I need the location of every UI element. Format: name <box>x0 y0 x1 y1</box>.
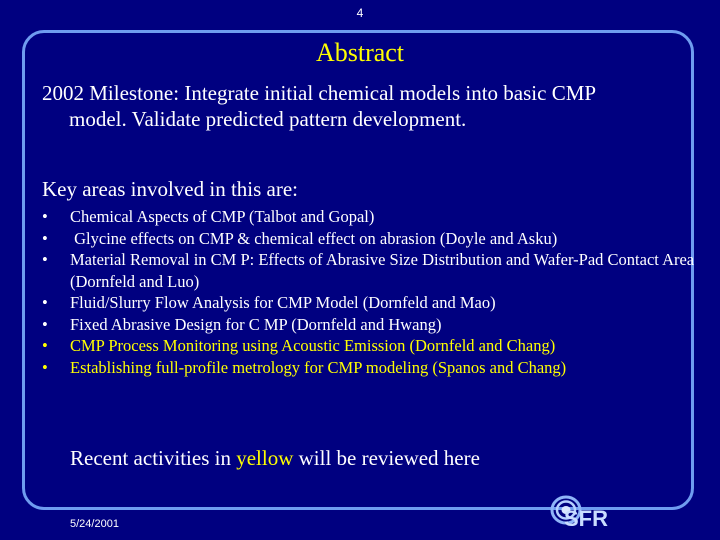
list-item <box>42 228 702 250</box>
bullet-icon: • <box>42 228 48 248</box>
list-item <box>42 314 702 336</box>
recent-text-after: will be reviewed here <box>293 446 480 470</box>
slide-date: 5/24/2001 <box>70 518 119 530</box>
bullet-icon: • <box>42 250 48 269</box>
bullet-icon: • <box>42 314 48 334</box>
key-areas-heading: Key areas involved in this are: <box>42 177 298 201</box>
list-item-highlighted <box>42 335 702 357</box>
recent-activities-note <box>70 446 480 471</box>
list-item <box>42 206 702 228</box>
milestone-text <box>42 80 692 132</box>
list-item-text: Material Removal in CM P: Effects of Abrasive Size Distribution and Wafer-Pad Contact Area (Dornfeld and Luo) <box>70 250 695 291</box>
bullet-icon: • <box>42 293 48 312</box>
key-areas-list <box>42 206 702 378</box>
page-number: 4 <box>356 6 364 20</box>
list-item-text: Chemical Aspects of CMP (Talbot and Gopal) <box>70 207 375 226</box>
bullet-icon: • <box>42 207 48 226</box>
list-item-text: Fixed Abrasive Design for C MP (Dornfeld and Hwang) <box>70 314 442 334</box>
recent-highlight-word: yellow <box>236 446 294 470</box>
list-item <box>42 292 702 314</box>
list-item-text: Establishing full-profile metrology for CMP modeling (Spanos and Chang) <box>70 357 567 377</box>
milestone-line-1: 2002 Milestone: Integrate initial chemical models into basic CMP <box>42 81 597 105</box>
recent-text-before: Recent activities in <box>70 446 237 470</box>
milestone-line-2: model. Validate predicted pattern development. <box>69 107 467 131</box>
slide-title: Abstract <box>315 38 405 67</box>
sfr-logo <box>544 490 634 530</box>
list-item-text: Fluid/Slurry Flow Analysis for CMP Model (Dornfeld and Mao) <box>70 293 496 312</box>
list-item-text: CMP Process Monitoring using Acoustic Emission (Dornfeld and Chang) <box>70 336 556 355</box>
bullet-icon: • <box>42 357 48 377</box>
sfr-logo-text: SFR <box>564 506 608 530</box>
list-item-highlighted <box>42 357 702 379</box>
list-item <box>42 249 702 292</box>
list-item-text: Glycine effects on CMP & chemical effect on abrasion (Doyle and Asku) <box>70 228 558 248</box>
bullet-icon: • <box>42 336 48 355</box>
